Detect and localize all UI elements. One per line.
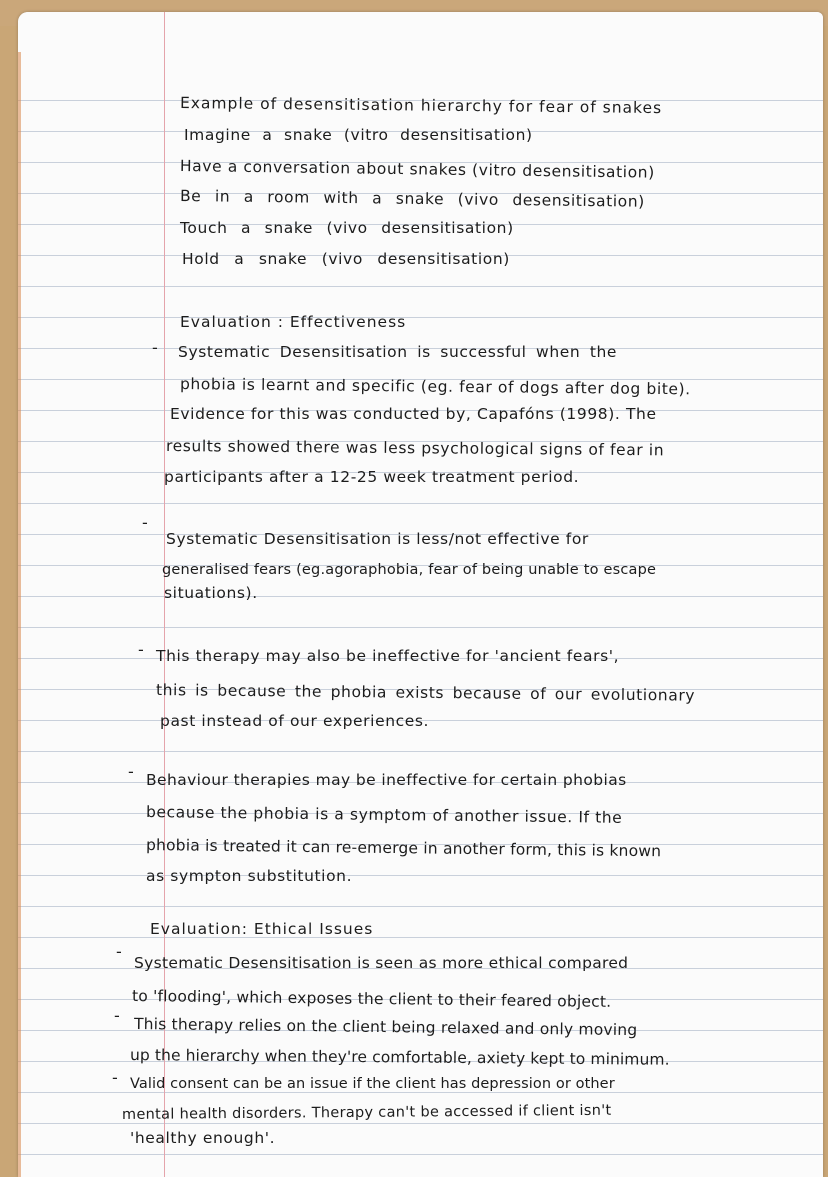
effectiveness-point-line: Behaviour therapies may be ineffective for certain phobias bbox=[146, 771, 627, 789]
effectiveness-point-line: results showed there was less psychological signs of fear in bbox=[165, 437, 665, 460]
ethics-point-line: Valid consent can be an issue if the client has depression or other bbox=[130, 1076, 615, 1092]
hierarchy-step: Be in a room with a snake (vivo desensitisation) bbox=[179, 187, 645, 211]
ethics-point-line: mental health disorders. Therapy can't be accessed if client isn't bbox=[121, 1102, 612, 1123]
effectiveness-point-line: situations). bbox=[164, 584, 258, 602]
ethics-point-line: 'healthy enough'. bbox=[130, 1129, 276, 1147]
effectiveness-point-line: Evidence for this was conducted by, Capafóns (1998). The bbox=[170, 405, 657, 423]
hierarchy-step: Have a conversation about snakes (vitro desensitisation) bbox=[179, 157, 655, 182]
hierarchy-title: Example of desensitisation hierarchy for fear of snakes bbox=[179, 94, 663, 118]
effectiveness-point-line: generalised fears (eg.agoraphobia, fear of being unable to escape bbox=[162, 562, 657, 578]
ethics-point-line: up the hierarchy when they're comfortable, axiety kept to minimum. bbox=[129, 1046, 670, 1069]
bullet-dash: - bbox=[142, 513, 148, 532]
ethics-heading: Evaluation: Ethical Issues bbox=[150, 920, 374, 938]
ethics-point-line: Systematic Desensitisation is seen as more ethical compared bbox=[134, 954, 629, 972]
effectiveness-point-line: because the phobia is a symptom of another issue. If the bbox=[145, 803, 623, 827]
effectiveness-point-line: Systematic Desensitisation is successful when the bbox=[178, 343, 618, 361]
bullet-dash: - bbox=[112, 1068, 118, 1087]
effectiveness-point-line: phobia is treated it can re-emerge in another form, this is known bbox=[145, 836, 662, 861]
effectiveness-point-line: This therapy may also be ineffective for 'ancient fears', bbox=[156, 647, 620, 665]
effectiveness-point-line: phobia is learnt and specific (eg. fear of dogs after dog bite). bbox=[179, 375, 691, 399]
effectiveness-point-line: past instead of our experiences. bbox=[160, 712, 430, 730]
effectiveness-point-line: participants after a 12-25 week treatment period. bbox=[164, 468, 580, 486]
hierarchy-step: Imagine a snake (vitro desensitisation) bbox=[184, 126, 533, 144]
hierarchy-step: Hold a snake (vivo desensitisation) bbox=[182, 250, 510, 268]
effectiveness-heading: Evaluation : Effectiveness bbox=[180, 313, 407, 331]
hierarchy-step: Touch a snake (vivo desensitisation) bbox=[180, 219, 514, 237]
bullet-dash: - bbox=[128, 762, 134, 781]
ethics-point-line: This therapy relies on the client being relaxed and only moving bbox=[133, 1015, 638, 1040]
effectiveness-point-line: as sympton substitution. bbox=[146, 867, 353, 885]
bullet-dash: - bbox=[114, 1006, 120, 1025]
ethics-point-line: to 'flooding', which exposes the client to their feared object. bbox=[131, 987, 612, 1011]
effectiveness-point-line: this is because the phobia exists because of our evolutionary bbox=[155, 681, 696, 705]
bullet-dash: - bbox=[152, 338, 158, 357]
effectiveness-point-line: Systematic Desensitisation is less/not effective for bbox=[166, 530, 589, 548]
bullet-dash: - bbox=[116, 942, 122, 961]
bullet-dash: - bbox=[138, 640, 144, 659]
